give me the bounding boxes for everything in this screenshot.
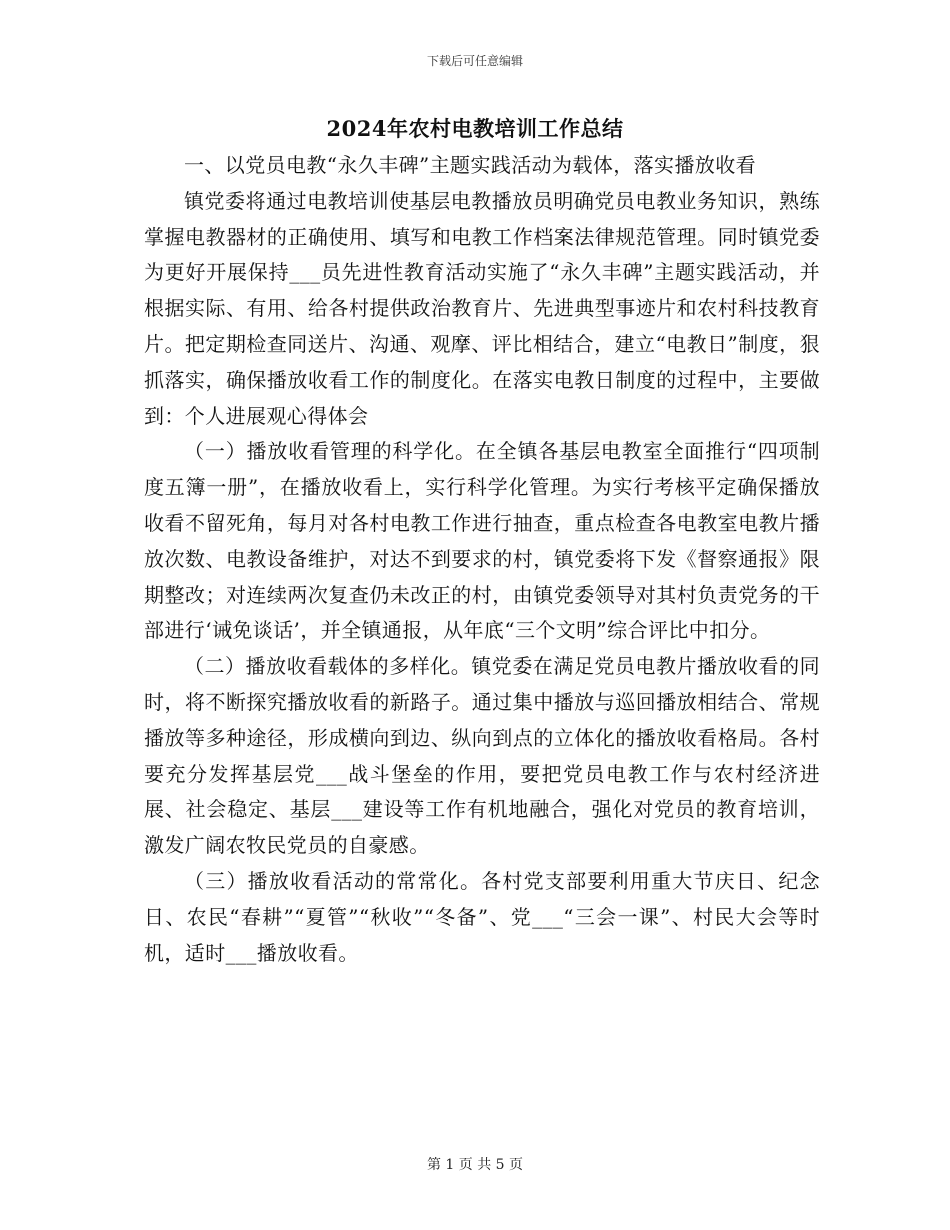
section-heading: 一、以党员电教“永久丰碑”主题实践活动为载体，落实播放收看 (184, 153, 757, 177)
page-number-footer: 第 1 页 共 5 页 (426, 1157, 524, 1173)
document-title: 2024年农村电教培训工作总结 (326, 116, 624, 141)
body-paragraph-item-2: （二）播放收看载体的多样化。镇党委在满足党员电教片播放收看的同时，将不断探究播放收看的新路子。通过集中播放与巡回播放相结合、常规播放等多种途径，形成横向到边、纵向到点的立体化的播放收看格局。各村要充分发挥基层党___战斗堡垒的作用，要把党员电教工作与农村经济进展、社会稳定、基层___建设等工作有机地融合，强化对党员的教育培训，激发广阔农牧民党员的自豪感。 (144, 654, 820, 858)
page-header-note: 下载后可任意编辑 (426, 54, 523, 68)
body-paragraph-intro: 镇党委将通过电教培训使基层电教播放员明确党员电教业务知识，熟练掌握电教器材的正确使用、填写和电教工作档案法律规范管理。同时镇党委为更好开展保持___员先进性教育活动实施了“永久丰碑”主题实践活动，并根据实际、有用、给各村提供政治教育片、先进典型事迹片和农村科技教育片。把定期检查同送片、沟通、观摩、评比相结合，建立“电教日”制度，狠抓落实，确保播放收看工作的制度化。在落实电教日制度的过程中，主要做到：个人进展观心得体会 (144, 188, 820, 428)
document-body (144, 148, 820, 971)
body-paragraph-item-1: （一）播放收看管理的科学化。在全镇各基层电教室全面推行“四项制度五簿一册”，在播放收看上，实行科学化管理。为实行考核平定确保播放收看不留死角，每月对各村电教工作进行抽查，重点检查各电教室电教片播放次数、电教设备维护，对达不到要求的村，镇党委将下发《督察通报》限期整改；对连续两次复查仍未改正的村，由镇党委领导对其村负责党务的干部进行‘诫免谈话’，并全镇通报，从年底“三个文明”综合评比中扣分。 (144, 439, 820, 643)
body-paragraph-item-3: （三）播放收看活动的常常化。各村党支部要利用重大节庆日、纪念日、农民“春耕”“夏管”“秋收”“冬备”、党___“三会一课”、村民大会等时机，适时___播放收看。 (144, 868, 820, 965)
